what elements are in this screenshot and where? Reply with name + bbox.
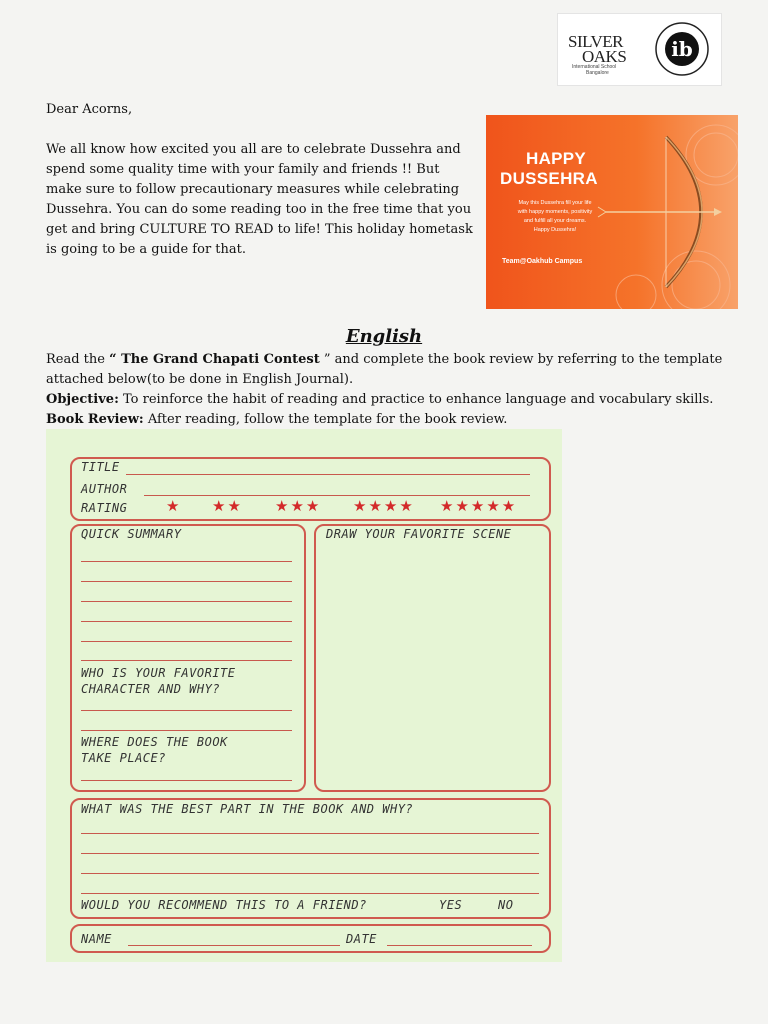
instructions (46, 350, 736, 430)
best-part-line (81, 893, 539, 894)
letter (46, 100, 476, 260)
objective-line (46, 390, 736, 410)
author-label: AUTHOR (81, 482, 128, 496)
summary-line (81, 561, 292, 562)
rating-4-stars: ★★★★ (353, 497, 415, 515)
best-part-line (81, 833, 539, 834)
school-logo (557, 13, 722, 86)
date-line (387, 945, 532, 946)
read-line-2: attached below(to be done in English Journal). (46, 372, 354, 387)
ib-text: ib (671, 37, 693, 61)
read-prefix: Read the (46, 352, 110, 367)
banner-message-line: with happy moments, positivity (517, 209, 593, 215)
best-part-label: WHAT WAS THE BEST PART IN THE BOOK AND WHY? (81, 802, 414, 816)
best-part-line (81, 853, 539, 854)
brand-sub-line-2: Bangalore (586, 70, 609, 76)
letter-line: is going to be a guide for that. (46, 242, 246, 257)
review-label: Book Review: (46, 412, 144, 427)
fav-char-label-1: WHO IS YOUR FAVORITE (81, 666, 236, 680)
brand-subtitle (572, 64, 616, 76)
summary-line (81, 601, 292, 602)
rating-label: RATING (81, 501, 128, 515)
read-line (46, 350, 736, 370)
title-line (126, 474, 530, 475)
fav-char-label-2: CHARACTER AND WHY? (81, 682, 221, 696)
book-title: “ The Grand Chapati Contest (109, 352, 320, 367)
rating-3-stars: ★★★ (275, 497, 322, 515)
banner-team: Team@Oakhub Campus (502, 258, 583, 265)
review-line (46, 410, 736, 430)
book-review-template (46, 429, 562, 962)
banner-title-line-2: DUSSEHRA (500, 169, 598, 188)
summary-line (81, 621, 292, 622)
name-line (128, 945, 340, 946)
name-date-box (70, 924, 551, 953)
banner-title-line-1: HAPPY (526, 149, 587, 168)
title-label: TITLE (81, 460, 120, 474)
fav-char-line (81, 730, 292, 731)
greeting: Dear Acorns, (46, 102, 133, 117)
ib-logo-icon (654, 21, 710, 77)
recommend-label: WOULD YOU RECOMMEND THIS TO A FRIEND? (81, 898, 367, 912)
banner-message-line: May this Dussehra fill your life (518, 200, 592, 206)
date-label: DATE (346, 932, 377, 946)
banner-message (502, 199, 608, 235)
brand-sub-line-1: International School (572, 64, 617, 70)
where-line (81, 780, 292, 781)
review-text: After reading, follow the template for the book review. (143, 412, 508, 427)
rating-2-stars: ★★ (212, 497, 243, 515)
recommend-yes: YES (439, 898, 463, 912)
section-title: English (345, 326, 423, 347)
banner-message-line: and fulfill all your dreams. (523, 218, 587, 224)
summary-line (81, 660, 292, 661)
quick-summary-label: QUICK SUMMARY (81, 527, 182, 541)
silver-oaks-logo (568, 34, 626, 64)
draw-scene-label: DRAW YOUR FAVORITE SCENE (326, 527, 512, 541)
best-part-line (81, 873, 539, 874)
recommend-no: NO (498, 898, 514, 912)
brand-line-2: OAKS (582, 47, 627, 66)
letter-line: get and bring CULTURE TO READ to life! This holiday hometask (46, 222, 473, 237)
letter-line: spend some quality time with your family and friends !! But (46, 162, 440, 177)
banner-title (500, 149, 598, 189)
read-suffix: ” and complete the book review by referring to the template (319, 352, 723, 367)
letter-line: We all know how excited you all are to celebrate Dussehra and (46, 142, 461, 157)
author-line (144, 495, 530, 496)
rating-1-star: ★ (166, 497, 182, 515)
letter-line: Dussehra. You can do some reading too in the free time that you (46, 202, 472, 217)
draw-scene-box (314, 524, 551, 792)
dussehra-banner (486, 115, 738, 309)
name-label: NAME (81, 932, 112, 946)
rating-5-stars: ★★★★★ (440, 497, 518, 515)
where-label-2: TAKE PLACE? (81, 751, 166, 765)
objective-label: Objective: (46, 392, 119, 407)
fav-char-line (81, 710, 292, 711)
letter-body (46, 140, 476, 260)
brand-line-1: SILVER (568, 32, 623, 51)
objective-text: To reinforce the habit of reading and practice to enhance language and vocabulary skills. (118, 392, 714, 407)
summary-line (81, 641, 292, 642)
summary-line (81, 581, 292, 582)
banner-message-line: Happy Dussehra! (533, 227, 577, 233)
where-label-1: WHERE DOES THE BOOK (81, 735, 228, 749)
letter-line: make sure to follow precautionary measures while celebrating (46, 182, 460, 197)
